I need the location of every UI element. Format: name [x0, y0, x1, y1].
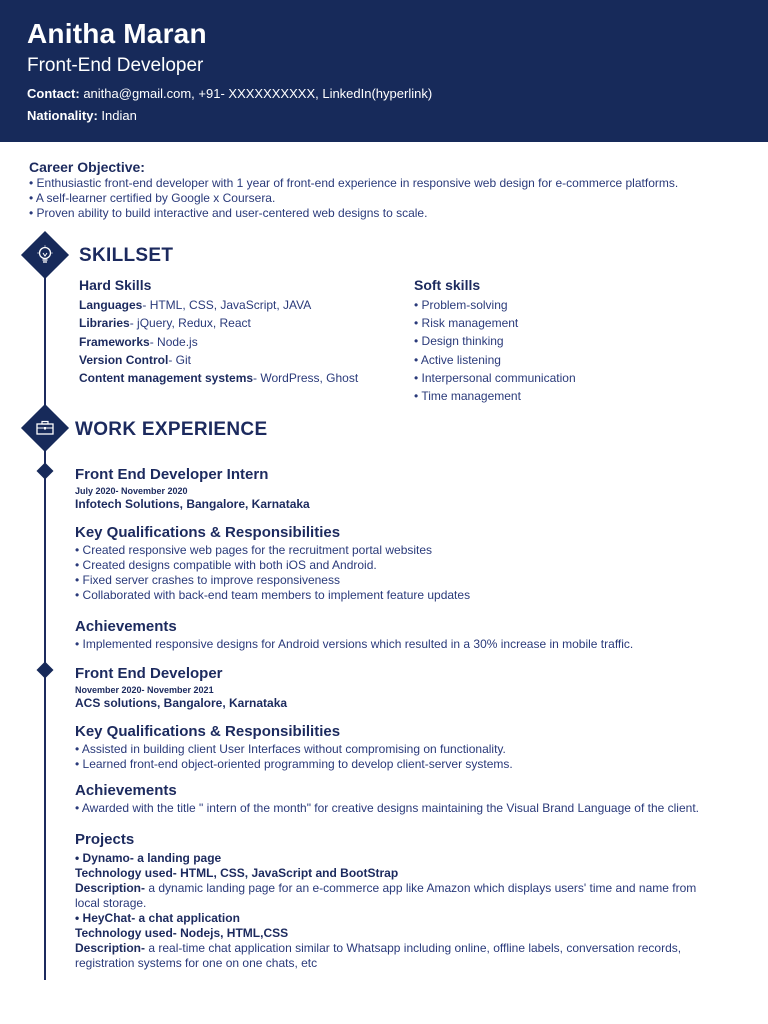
job-title: Front End Developer — [75, 665, 223, 682]
list-item: • Fixed server crashes to improve responsiveness — [75, 573, 340, 587]
job-date: November 2020- November 2021 — [75, 685, 214, 695]
hard-skills-list — [79, 296, 358, 387]
job-title: Front End Developer Intern — [75, 466, 269, 483]
candidate-name: Anitha Maran — [27, 18, 207, 49]
work-experience-title: WORK EXPERIENCE — [75, 419, 268, 440]
soft-skill-item: • Risk management — [414, 316, 519, 331]
objective-item: • Enthusiastic front-end developer with 1 year of front-end experience in responsive web design for e-commerce platforms. — [29, 176, 679, 190]
soft-skill-item: • Interpersonal communication — [414, 370, 576, 385]
hard-skill-row — [79, 351, 358, 369]
responsibilities-list — [75, 742, 513, 772]
project-desc: a real-time chat application similar to Whatsapp including online, offline labels, conversation records, — [145, 941, 682, 955]
timeline-marker — [37, 463, 54, 480]
skill-label: Languages — [79, 298, 143, 312]
hard-skill-row — [79, 333, 358, 351]
project-desc-label: Description- — [75, 881, 146, 895]
timeline-line — [44, 270, 46, 980]
achievements-list — [75, 637, 633, 652]
soft-skills-title: Soft skills — [414, 277, 481, 293]
skill-value: - Git — [168, 352, 192, 367]
project-name: • HeyChat- a chat application — [75, 911, 240, 925]
hard-skill-row — [79, 296, 358, 314]
achievements-title: Achievements — [75, 782, 177, 799]
project-item — [75, 911, 696, 971]
list-item: • Implemented responsive designs for Android versions which resulted in a 30% increase in mobile traffic. — [75, 637, 634, 651]
skill-value: - HTML, CSS, JavaScript, JAVA — [142, 298, 312, 312]
soft-skill-item: • Time management — [414, 389, 521, 404]
hard-skill-row — [79, 369, 358, 387]
list-item: • Collaborated with back-end team members to implement feature updates — [75, 588, 471, 602]
job-company: ACS solutions, Bangalore, Karnataka — [75, 696, 288, 710]
project-tech: Technology used- Nodejs, HTML,CSS — [75, 926, 289, 940]
lightbulb-icon — [35, 245, 55, 265]
skill-value: - jQuery, Redux, React — [129, 316, 251, 331]
objective-item: • Proven ability to build interactive and user-centered web designs to scale. — [29, 206, 428, 220]
contact-label: Contact: — [27, 86, 80, 101]
timeline-marker — [37, 662, 54, 679]
briefcase-icon — [35, 418, 55, 438]
responsibilities-list — [75, 543, 470, 603]
skillset-title: SKILLSET — [79, 245, 174, 266]
project-desc: a dynamic landing page for an e-commerce app like Amazon which displays users' time and name from — [145, 881, 697, 895]
project-desc-cont: registration systems for one on one chats, etc — [75, 956, 318, 970]
objective-title: Career Objective: — [29, 159, 145, 175]
soft-skill-item: • Active listening — [414, 352, 501, 367]
resume-header — [0, 0, 768, 142]
contact-value[interactable]: anitha@gmail.com, +91- XXXXXXXXXX, LinkedIn(hyperlink) — [79, 86, 433, 101]
hard-skill-row — [79, 314, 358, 332]
nationality-label: Nationality: — [27, 108, 98, 123]
achievements-title: Achievements — [75, 618, 177, 635]
skill-label: Content management systems — [79, 371, 254, 386]
list-item: • Awarded with the title " intern of the month" for creative designs maintaining the Visual Brand Language of the client. — [75, 801, 699, 815]
soft-skill-item: • Design thinking — [414, 334, 504, 349]
skill-label: Libraries — [79, 316, 130, 331]
candidate-role: Front-End Developer — [27, 55, 204, 76]
nationality-line — [27, 108, 137, 123]
job-company: Infotech Solutions, Bangalore, Karnataka — [75, 497, 310, 511]
hard-skills-title: Hard Skills — [79, 277, 152, 293]
responsibilities-title: Key Qualifications & Responsibilities — [75, 524, 341, 541]
project-item — [75, 851, 696, 911]
project-desc-cont: local storage. — [75, 896, 147, 910]
skill-label: Version Control — [79, 352, 169, 367]
list-item: • Created designs compatible with both iOS and Android. — [75, 558, 377, 572]
objective-list — [29, 176, 678, 221]
skill-value: - Node.js — [149, 334, 198, 349]
projects-list — [75, 851, 696, 971]
skill-value: - WordPress, Ghost — [253, 371, 359, 386]
nationality-value: Indian — [97, 108, 137, 123]
project-name: • Dynamo- a landing page — [75, 851, 222, 865]
soft-skill-item: • Problem-solving — [414, 298, 508, 312]
skillset-section-icon — [21, 231, 69, 279]
project-tech: Technology used- HTML, CSS, JavaScript and BootStrap — [75, 866, 399, 880]
objective-item: • A self-learner certified by Google x Coursera. — [29, 191, 276, 205]
work-section-icon — [21, 404, 69, 452]
project-desc-label: Description- — [75, 941, 146, 955]
list-item: • Created responsive web pages for the recruitment portal websites — [75, 543, 433, 557]
projects-title: Projects — [75, 831, 135, 848]
contact-line — [27, 86, 432, 101]
list-item: • Learned front-end object-oriented programming to develop client-server systems. — [75, 757, 513, 771]
job-date: July 2020- November 2020 — [75, 486, 188, 496]
soft-skills-list — [414, 296, 576, 405]
list-item: • Assisted in building client User Interfaces without compromising on functionality. — [75, 742, 506, 756]
skill-label: Frameworks — [79, 334, 150, 349]
responsibilities-title: Key Qualifications & Responsibilities — [75, 723, 341, 740]
achievements-list — [75, 801, 699, 816]
